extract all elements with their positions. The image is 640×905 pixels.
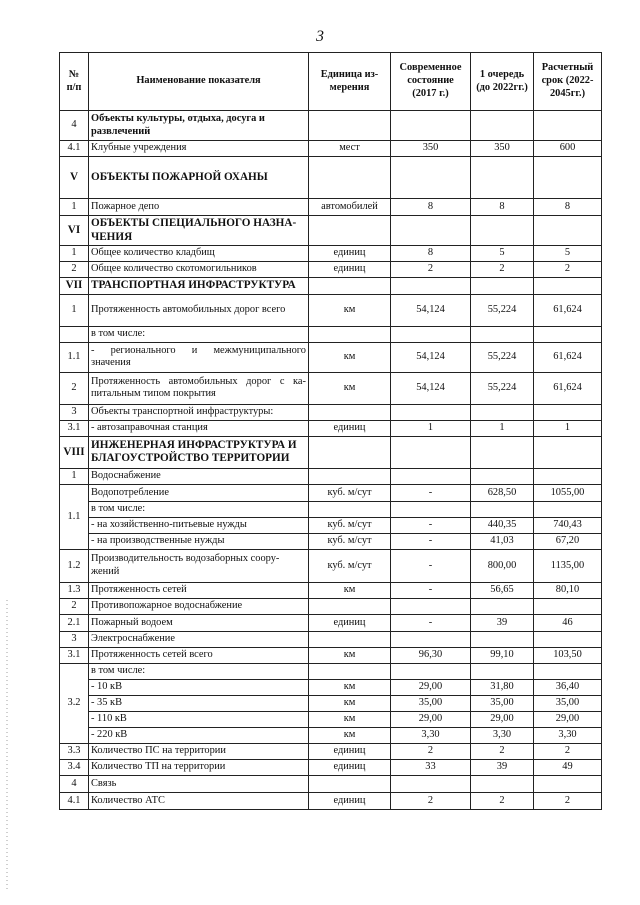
section-num: VII [60, 278, 89, 295]
row-num: 1.1 [60, 342, 89, 372]
row-num: 3.3 [60, 743, 89, 759]
row-current: - [391, 582, 471, 598]
row-current: - [391, 517, 471, 533]
row-estimated: 740,43 [534, 517, 602, 533]
row-estimated: 2 [534, 792, 602, 809]
row-current: 8 [391, 246, 471, 262]
row-name: Количество ТП на территории [89, 759, 309, 775]
row-num: 4 [60, 111, 89, 141]
table-row [60, 663, 602, 679]
row-unit: автомобилей [309, 199, 391, 216]
row-num: 3 [60, 631, 89, 647]
table-row [60, 727, 602, 743]
row-stage1: 2 [471, 792, 534, 809]
row-stage1: 31,80 [471, 679, 534, 695]
row-current: 54,124 [391, 372, 471, 404]
section-row [60, 278, 602, 295]
row-name: Общее количество скотомогильников [89, 262, 309, 278]
row-stage1: 39 [471, 614, 534, 631]
row-estimated: 61,624 [534, 372, 602, 404]
row-name: Связь [89, 775, 309, 792]
row-estimated: 49 [534, 759, 602, 775]
table-row [60, 326, 602, 342]
table-row [60, 517, 602, 533]
table-row [60, 647, 602, 663]
row-unit: единиц [309, 420, 391, 436]
row-num: 4 [60, 775, 89, 792]
table-row [60, 404, 602, 420]
row-estimated: 3,30 [534, 727, 602, 743]
row-name: Противопожарное водоснабжение [89, 598, 309, 614]
row-stage1: 41,03 [471, 533, 534, 549]
row-stage1: 99,10 [471, 647, 534, 663]
row-current: 35,00 [391, 695, 471, 711]
row-estimated: 61,624 [534, 342, 602, 372]
section-row [60, 216, 602, 246]
row-unit: единиц [309, 792, 391, 809]
row-stage1: 350 [471, 141, 534, 157]
row-unit: куб. м/сут [309, 533, 391, 549]
row-current: - [391, 614, 471, 631]
row-name: Пожарное депо [89, 199, 309, 216]
header-current: Современное состояние (2017 г.) [391, 53, 471, 111]
row-stage1: 440,35 [471, 517, 534, 533]
row-stage1: 55,224 [471, 294, 534, 326]
row-estimated: 61,624 [534, 294, 602, 326]
row-unit: км [309, 711, 391, 727]
row-stage1: 5 [471, 246, 534, 262]
row-stage1: 55,224 [471, 372, 534, 404]
table-row [60, 372, 602, 404]
table-row [60, 582, 602, 598]
row-current: 29,00 [391, 679, 471, 695]
row-name: - 110 кВ [89, 711, 309, 727]
row-num: 4.1 [60, 792, 89, 809]
table-row [60, 711, 602, 727]
table-row [60, 631, 602, 647]
row-num: 1 [60, 199, 89, 216]
table-row [60, 468, 602, 484]
table-row [60, 679, 602, 695]
table-row [60, 598, 602, 614]
row-name: Протяженность автомобильных дорог всего [89, 294, 309, 326]
table-row [60, 501, 602, 517]
table-row [60, 533, 602, 549]
table-row [60, 420, 602, 436]
section-title: ТРАНСПОРТНАЯ ИНФРАСТРУКТУРА [89, 278, 309, 295]
row-current: 350 [391, 141, 471, 157]
row-name: Производительность водозаборных соору-жений [89, 549, 309, 582]
row-stage1: 2 [471, 743, 534, 759]
row-unit: км [309, 695, 391, 711]
row-name: Объекты культуры, отдыха, досуга и развлечений [89, 111, 309, 141]
table-row [60, 111, 602, 141]
header-num: № п/п [60, 53, 89, 111]
row-unit: единиц [309, 246, 391, 262]
row-num: 1 [60, 294, 89, 326]
row-num: 1 [60, 246, 89, 262]
row-stage1: 29,00 [471, 711, 534, 727]
row-num: 4.1 [60, 141, 89, 157]
row-estimated: 5 [534, 246, 602, 262]
scan-edge-dots [6, 600, 8, 890]
row-num: 1.3 [60, 582, 89, 598]
row-num: 3.2 [60, 663, 89, 743]
header-estimated: Расчетный срок (2022- 2045гг.) [534, 53, 602, 111]
row-stage1: 2 [471, 262, 534, 278]
row-estimated: 36,40 [534, 679, 602, 695]
row-unit: км [309, 679, 391, 695]
row-unit: км [309, 582, 391, 598]
row-estimated: 2 [534, 262, 602, 278]
row-estimated: 35,00 [534, 695, 602, 711]
row-estimated: 103,50 [534, 647, 602, 663]
row-name: - на хозяйственно-питьевые нужды [89, 517, 309, 533]
row-num: 1.2 [60, 549, 89, 582]
section-title: ОБЪЕКТЫ ПОЖАРНОЙ ОХАНЫ [89, 157, 309, 199]
row-name: - 220 кВ [89, 727, 309, 743]
row-estimated: 29,00 [534, 711, 602, 727]
row-name: - автозаправочная станция [89, 420, 309, 436]
row-estimated: 1135,00 [534, 549, 602, 582]
row-unit: единиц [309, 614, 391, 631]
row-name: Протяженность автомобильных дорог с ка-питальным типом покрытия [89, 372, 309, 404]
table-row [60, 743, 602, 759]
row-unit: единиц [309, 759, 391, 775]
row-num: 3.1 [60, 420, 89, 436]
row-current: 2 [391, 792, 471, 809]
row-name: в том числе: [89, 663, 309, 679]
row-estimated: 600 [534, 141, 602, 157]
row-num: 2 [60, 262, 89, 278]
row-estimated: 46 [534, 614, 602, 631]
row-unit: единиц [309, 262, 391, 278]
section-title: ИНЖЕНЕРНАЯ ИНФРАСТРУКТУРА И БЛАГОУСТРОЙСТВО ТЕРРИТОРИИ [89, 436, 309, 468]
row-unit: км [309, 647, 391, 663]
row-stage1: 56,65 [471, 582, 534, 598]
row-stage1: 55,224 [471, 342, 534, 372]
row-current: 2 [391, 262, 471, 278]
row-current: 1 [391, 420, 471, 436]
table-row [60, 759, 602, 775]
row-num: 1 [60, 468, 89, 484]
row-name: в том числе: [89, 326, 309, 342]
row-current: 33 [391, 759, 471, 775]
table-header-row [60, 53, 602, 111]
row-name: Водопотребление [89, 484, 309, 501]
row-name: Протяженность сетей [89, 582, 309, 598]
row-stage1: 3,30 [471, 727, 534, 743]
section-title: ОБЪЕКТЫ СПЕЦИАЛЬНОГО НАЗНА-ЧЕНИЯ [89, 216, 309, 246]
table-row [60, 246, 602, 262]
row-stage1: 800,00 [471, 549, 534, 582]
row-estimated: 1055,00 [534, 484, 602, 501]
row-name: Протяженность сетей всего [89, 647, 309, 663]
row-current: - [391, 533, 471, 549]
table-row [60, 695, 602, 711]
row-unit: км [309, 727, 391, 743]
row-current: - [391, 549, 471, 582]
row-name: Количество ПС на территории [89, 743, 309, 759]
table-row [60, 199, 602, 216]
table-row [60, 342, 602, 372]
row-current: 8 [391, 199, 471, 216]
row-name: Общее количество кладбищ [89, 246, 309, 262]
table-row [60, 775, 602, 792]
table-row [60, 262, 602, 278]
row-name: - 35 кВ [89, 695, 309, 711]
row-stage1: 1 [471, 420, 534, 436]
row-name: - 10 кВ [89, 679, 309, 695]
row-stage1: 8 [471, 199, 534, 216]
row-name: Клубные учреждения [89, 141, 309, 157]
row-current: 2 [391, 743, 471, 759]
row-name: Пожарный водоем [89, 614, 309, 631]
section-row [60, 436, 602, 468]
row-stage1: 39 [471, 759, 534, 775]
table-row [60, 549, 602, 582]
row-unit: км [309, 294, 391, 326]
row-current: 96,30 [391, 647, 471, 663]
row-current: 3,30 [391, 727, 471, 743]
row-name: Электроснабжение [89, 631, 309, 647]
row-unit: км [309, 372, 391, 404]
row-num: 3.4 [60, 759, 89, 775]
table-row [60, 614, 602, 631]
row-num: 1.1 [60, 484, 89, 549]
table-row [60, 141, 602, 157]
section-num: VIII [60, 436, 89, 468]
row-estimated: 67,20 [534, 533, 602, 549]
row-unit: куб. м/сут [309, 484, 391, 501]
row-name: Водоснабжение [89, 468, 309, 484]
row-current: - [391, 484, 471, 501]
row-num: 3 [60, 404, 89, 420]
row-estimated: 2 [534, 743, 602, 759]
section-row [60, 157, 602, 199]
row-unit: мест [309, 141, 391, 157]
row-name: - на производственные нужды [89, 533, 309, 549]
section-num: V [60, 157, 89, 199]
header-stage1: 1 очередь (до 2022гг.) [471, 53, 534, 111]
row-estimated: 8 [534, 199, 602, 216]
row-num: 2 [60, 372, 89, 404]
header-name: Наименование показателя [89, 53, 309, 111]
header-unit: Единица из- мерения [309, 53, 391, 111]
row-num: 3.1 [60, 647, 89, 663]
row-name: Количество АТС [89, 792, 309, 809]
indicators-table [59, 52, 602, 810]
row-current: 29,00 [391, 711, 471, 727]
row-estimated: 80,10 [534, 582, 602, 598]
table-row [60, 484, 602, 501]
row-stage1: 628,50 [471, 484, 534, 501]
row-current: 54,124 [391, 342, 471, 372]
table-row [60, 294, 602, 326]
row-unit: куб. м/сут [309, 517, 391, 533]
section-num: VI [60, 216, 89, 246]
row-unit: куб. м/сут [309, 549, 391, 582]
page-number: 3 [316, 28, 324, 45]
row-name: в том числе: [89, 501, 309, 517]
row-unit: единиц [309, 743, 391, 759]
row-unit: км [309, 342, 391, 372]
row-num: 2 [60, 598, 89, 614]
row-current: 54,124 [391, 294, 471, 326]
row-name: - регионального и межмуниципального значения [89, 342, 309, 372]
table-row [60, 792, 602, 809]
row-estimated: 1 [534, 420, 602, 436]
row-name: Объекты транспортной инфраструктуры: [89, 404, 309, 420]
row-stage1: 35,00 [471, 695, 534, 711]
row-num: 2.1 [60, 614, 89, 631]
